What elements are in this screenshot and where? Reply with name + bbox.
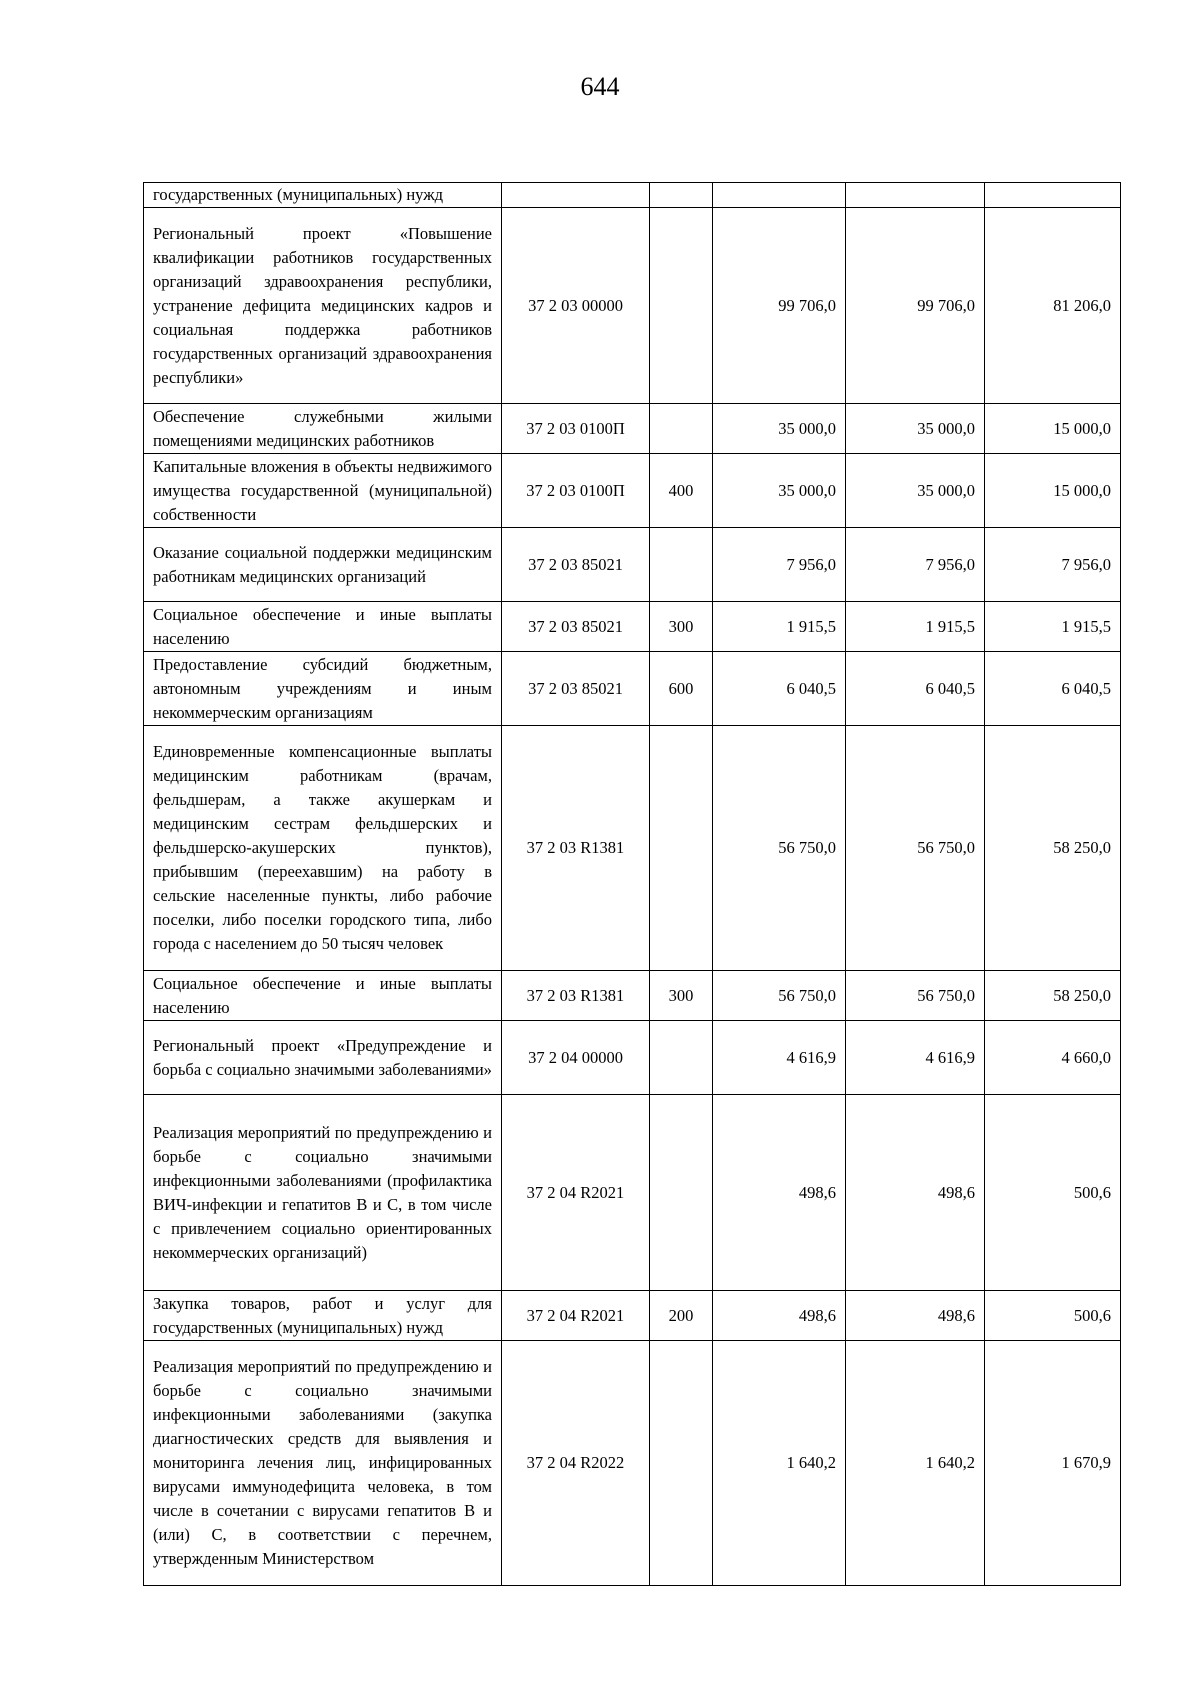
row-code — [502, 183, 650, 208]
table-row — [144, 404, 1121, 454]
row-name: Региональный проект «Предупреждение и борьба с социально значимыми заболеваниями» — [144, 1021, 502, 1095]
row-name: Социальное обеспечение и иные выплаты населению — [144, 602, 502, 652]
row-value-1: 4 616,9 — [713, 1021, 846, 1095]
row-value-2: 35 000,0 — [846, 404, 985, 454]
row-code: 37 2 04 R2022 — [502, 1341, 650, 1586]
row-value-1 — [713, 183, 846, 208]
table-row — [144, 971, 1121, 1021]
row-expense-type: 200 — [650, 1291, 713, 1341]
row-value-2: 1 915,5 — [846, 602, 985, 652]
row-value-2: 6 040,5 — [846, 652, 985, 726]
row-value-3: 58 250,0 — [985, 971, 1121, 1021]
row-value-3: 15 000,0 — [985, 454, 1121, 528]
row-value-2: 498,6 — [846, 1095, 985, 1291]
table-row — [144, 1021, 1121, 1095]
row-code: 37 2 04 00000 — [502, 1021, 650, 1095]
row-value-3: 4 660,0 — [985, 1021, 1121, 1095]
row-value-2: 4 616,9 — [846, 1021, 985, 1095]
row-value-3: 6 040,5 — [985, 652, 1121, 726]
row-expense-type — [650, 726, 713, 971]
table-row — [144, 1291, 1121, 1341]
row-code: 37 2 03 00000 — [502, 208, 650, 404]
row-value-3: 15 000,0 — [985, 404, 1121, 454]
row-name: Региональный проект «Повышение квалификации работников государственных организаций здравоохранения республики, устранение дефицита медицинских кадров и социальная поддержка работников государственных организаций здравоохранения республики» — [144, 208, 502, 404]
row-expense-type — [650, 1341, 713, 1586]
row-value-3: 1 670,9 — [985, 1341, 1121, 1586]
row-value-2: 7 956,0 — [846, 528, 985, 602]
row-value-1: 6 040,5 — [713, 652, 846, 726]
row-expense-type: 300 — [650, 602, 713, 652]
row-value-1: 99 706,0 — [713, 208, 846, 404]
row-name: Капитальные вложения в объекты недвижимого имущества государственной (муниципальной) собственности — [144, 454, 502, 528]
row-name: Социальное обеспечение и иные выплаты населению — [144, 971, 502, 1021]
table-row — [144, 208, 1121, 404]
row-code: 37 2 03 85021 — [502, 528, 650, 602]
row-value-2 — [846, 183, 985, 208]
row-code: 37 2 03 R1381 — [502, 971, 650, 1021]
budget-table — [143, 182, 1121, 1586]
row-expense-type: 400 — [650, 454, 713, 528]
row-value-1: 56 750,0 — [713, 726, 846, 971]
row-value-3: 1 915,5 — [985, 602, 1121, 652]
row-value-1: 35 000,0 — [713, 454, 846, 528]
table-row — [144, 602, 1121, 652]
row-value-3: 58 250,0 — [985, 726, 1121, 971]
row-name: Реализация мероприятий по предупреждению и борьбе с социально значимыми инфекционными заболеваниями (закупка диагностических средств для выявления и мониторинга лечения лиц, инфицированных вирусами иммунодефицита человека, в том числе в сочетании с вирусами гепатитов B и (или) C, в соответствии с перечнем, утвержденным Министерством — [144, 1341, 502, 1586]
table-row — [144, 1095, 1121, 1291]
table-row — [144, 528, 1121, 602]
row-expense-type — [650, 183, 713, 208]
row-value-1: 498,6 — [713, 1095, 846, 1291]
row-name: Закупка товаров, работ и услуг для государственных (муниципальных) нужд — [144, 1291, 502, 1341]
row-value-3: 81 206,0 — [985, 208, 1121, 404]
row-expense-type — [650, 404, 713, 454]
row-code: 37 2 03 85021 — [502, 652, 650, 726]
table-row — [144, 454, 1121, 528]
row-value-3: 500,6 — [985, 1291, 1121, 1341]
row-value-1: 35 000,0 — [713, 404, 846, 454]
row-name: Единовременные компенсационные выплаты медицинским работникам (врачам, фельдшерам, а также акушеркам и медицинским сестрам фельдшерских и фельдшерско-акушерских пунктов), прибывшим (переехавшим) на работу в сельские населенные пункты, либо рабочие поселки, либо поселки городского типа, либо города с населением до 50 тысяч человек — [144, 726, 502, 971]
table-row — [144, 726, 1121, 971]
row-value-2: 1 640,2 — [846, 1341, 985, 1586]
row-code: 37 2 03 0100П — [502, 454, 650, 528]
row-code: 37 2 03 R1381 — [502, 726, 650, 971]
row-value-1: 498,6 — [713, 1291, 846, 1341]
row-value-2: 498,6 — [846, 1291, 985, 1341]
row-name: государственных (муниципальных) нужд — [144, 183, 502, 208]
row-value-3: 7 956,0 — [985, 528, 1121, 602]
row-value-2: 56 750,0 — [846, 726, 985, 971]
row-value-3 — [985, 183, 1121, 208]
row-code: 37 2 04 R2021 — [502, 1095, 650, 1291]
row-name: Предоставление субсидий бюджетным, автономным учреждениям и иным некоммерческим организациям — [144, 652, 502, 726]
row-expense-type — [650, 528, 713, 602]
row-name: Оказание социальной поддержки медицинским работникам медицинских организаций — [144, 528, 502, 602]
row-code: 37 2 03 85021 — [502, 602, 650, 652]
table-row — [144, 652, 1121, 726]
table-row — [144, 1341, 1121, 1586]
row-expense-type — [650, 1095, 713, 1291]
row-value-1: 1 915,5 — [713, 602, 846, 652]
row-value-3: 500,6 — [985, 1095, 1121, 1291]
row-value-2: 99 706,0 — [846, 208, 985, 404]
row-code: 37 2 04 R2021 — [502, 1291, 650, 1341]
row-name: Обеспечение служебными жилыми помещениями медицинских работников — [144, 404, 502, 454]
row-value-1: 56 750,0 — [713, 971, 846, 1021]
row-expense-type: 300 — [650, 971, 713, 1021]
row-expense-type: 600 — [650, 652, 713, 726]
row-name: Реализация мероприятий по предупреждению и борьбе с социально значимыми инфекционными заболеваниями (профилактика ВИЧ-инфекции и гепатитов B и C, в том числе с привлечением социально ориентированных некоммерческих организаций) — [144, 1095, 502, 1291]
row-value-1: 1 640,2 — [713, 1341, 846, 1586]
row-code: 37 2 03 0100П — [502, 404, 650, 454]
row-expense-type — [650, 1021, 713, 1095]
row-value-1: 7 956,0 — [713, 528, 846, 602]
budget-table-body — [144, 183, 1121, 1586]
page-number: 644 — [580, 72, 620, 101]
row-expense-type — [650, 208, 713, 404]
row-value-2: 56 750,0 — [846, 971, 985, 1021]
row-value-2: 35 000,0 — [846, 454, 985, 528]
table-row — [144, 183, 1121, 208]
